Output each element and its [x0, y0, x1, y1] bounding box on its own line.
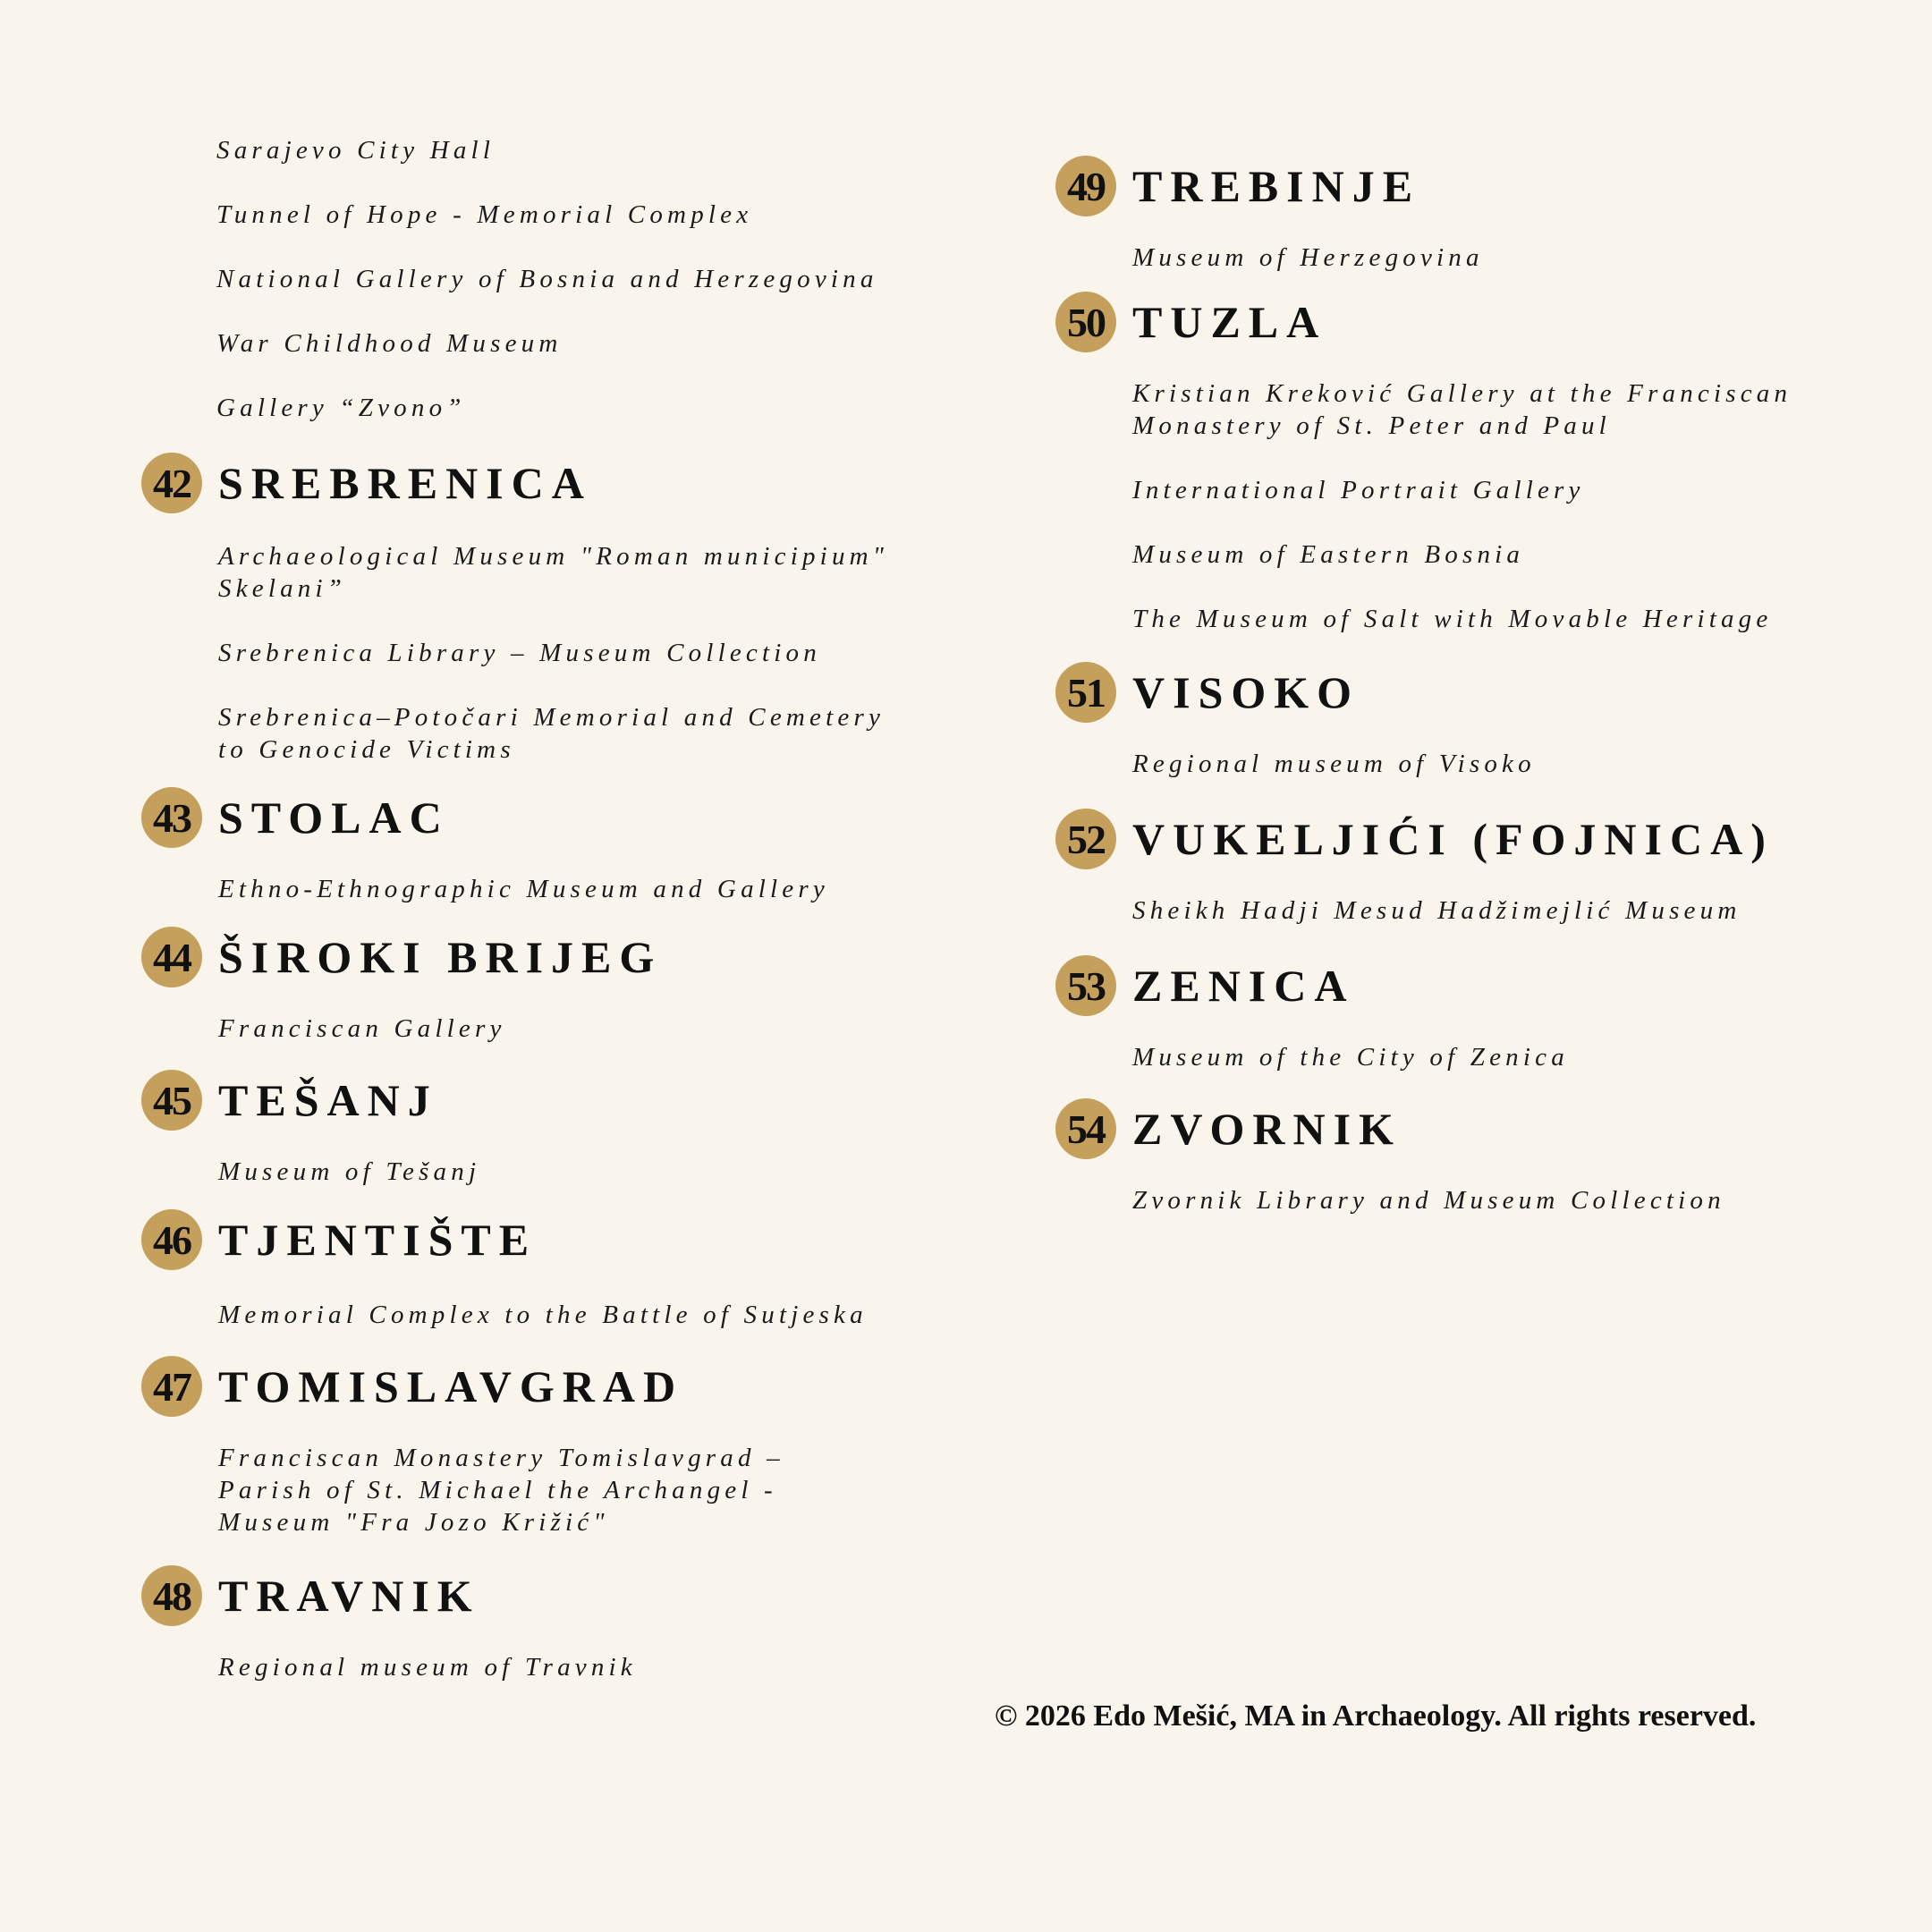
number-badge: 51	[1055, 662, 1116, 723]
museum-item: Regional museum of Visoko	[1132, 750, 1536, 778]
city-heading: TREBINJE	[1132, 161, 1421, 211]
museum-item: Museum of Tešanj	[218, 1157, 481, 1186]
museum-item: Zvornik Library and Museum Collection	[1132, 1186, 1725, 1215]
museum-item: Skelani”	[218, 574, 347, 603]
museum-item: Parish of St. Michael the Archangel -	[218, 1476, 777, 1504]
museum-item: Regional museum of Travnik	[218, 1653, 637, 1682]
number-badge: 42	[141, 453, 202, 513]
copyright-notice: © 2026 Edo Mešić, MA in Archaeology. All rights reserved.	[995, 1699, 1757, 1733]
number-badge: 44	[141, 927, 202, 987]
museum-item: Kristian Kreković Gallery at the Franciscan	[1132, 379, 1792, 408]
museum-item: Museum of Eastern Bosnia	[1132, 540, 1525, 569]
number-badge: 52	[1055, 809, 1116, 869]
museum-item: Museum of the City of Zenica	[1132, 1043, 1569, 1072]
museum-item: War Childhood Museum	[216, 329, 563, 358]
city-heading: TEŠANJ	[218, 1075, 438, 1125]
city-heading: TOMISLAVGRAD	[218, 1361, 684, 1411]
museum-item: The Museum of Salt with Movable Heritage	[1132, 605, 1773, 633]
city-heading: TRAVNIK	[218, 1571, 480, 1621]
museum-item: Srebrenica–Potočari Memorial and Cemetery	[218, 703, 886, 732]
museum-item: International Portrait Gallery	[1132, 476, 1585, 504]
city-heading: VUKELJIĆI (FOJNICA)	[1132, 814, 1774, 864]
city-heading: ŠIROKI BRIJEG	[218, 932, 663, 982]
number-badge: 48	[141, 1565, 202, 1626]
museum-item: Franciscan Monastery Tomislavgrad –	[218, 1444, 784, 1472]
number-badge: 46	[141, 1209, 202, 1270]
museum-item: Tunnel of Hope - Memorial Complex	[216, 200, 753, 229]
number-badge: 47	[141, 1356, 202, 1417]
city-heading: SREBRENICA	[218, 458, 592, 508]
museum-item: Sheikh Hadji Mesud Hadžimejlić Museum	[1132, 896, 1741, 925]
museum-item: Sarajevo City Hall	[216, 136, 496, 165]
museum-item: Archaeological Museum "Roman municipium"	[218, 542, 889, 571]
museum-item: Memorial Complex to the Battle of Sutjeska	[218, 1301, 868, 1329]
museum-item: Museum "Fra Jozo Križić"	[218, 1508, 609, 1537]
city-heading: ZVORNIK	[1132, 1104, 1402, 1154]
number-badge: 45	[141, 1070, 202, 1131]
number-badge: 54	[1055, 1098, 1116, 1159]
museum-item: Monastery of St. Peter and Paul	[1132, 411, 1611, 440]
city-heading: STOLAC	[218, 792, 450, 843]
museum-item: Ethno-Ethnographic Museum and Gallery	[218, 875, 829, 903]
city-heading: TUZLA	[1132, 297, 1327, 347]
museum-item: Srebrenica Library – Museum Collection	[218, 639, 821, 667]
number-badge: 50	[1055, 292, 1116, 352]
city-heading: VISOKO	[1132, 667, 1360, 717]
number-badge: 43	[141, 787, 202, 848]
number-badge: 53	[1055, 955, 1116, 1016]
museum-item: Museum of Herzegovina	[1132, 243, 1484, 272]
museum-item: Gallery “Zvono”	[216, 394, 466, 422]
museum-item: National Gallery of Bosnia and Herzegovina	[216, 265, 878, 293]
museum-item: Franciscan Gallery	[218, 1014, 506, 1043]
number-badge: 49	[1055, 156, 1116, 216]
city-heading: TJENTIŠTE	[218, 1215, 538, 1265]
museum-item: to Genocide Victims	[218, 735, 515, 764]
city-heading: ZENICA	[1132, 961, 1355, 1011]
